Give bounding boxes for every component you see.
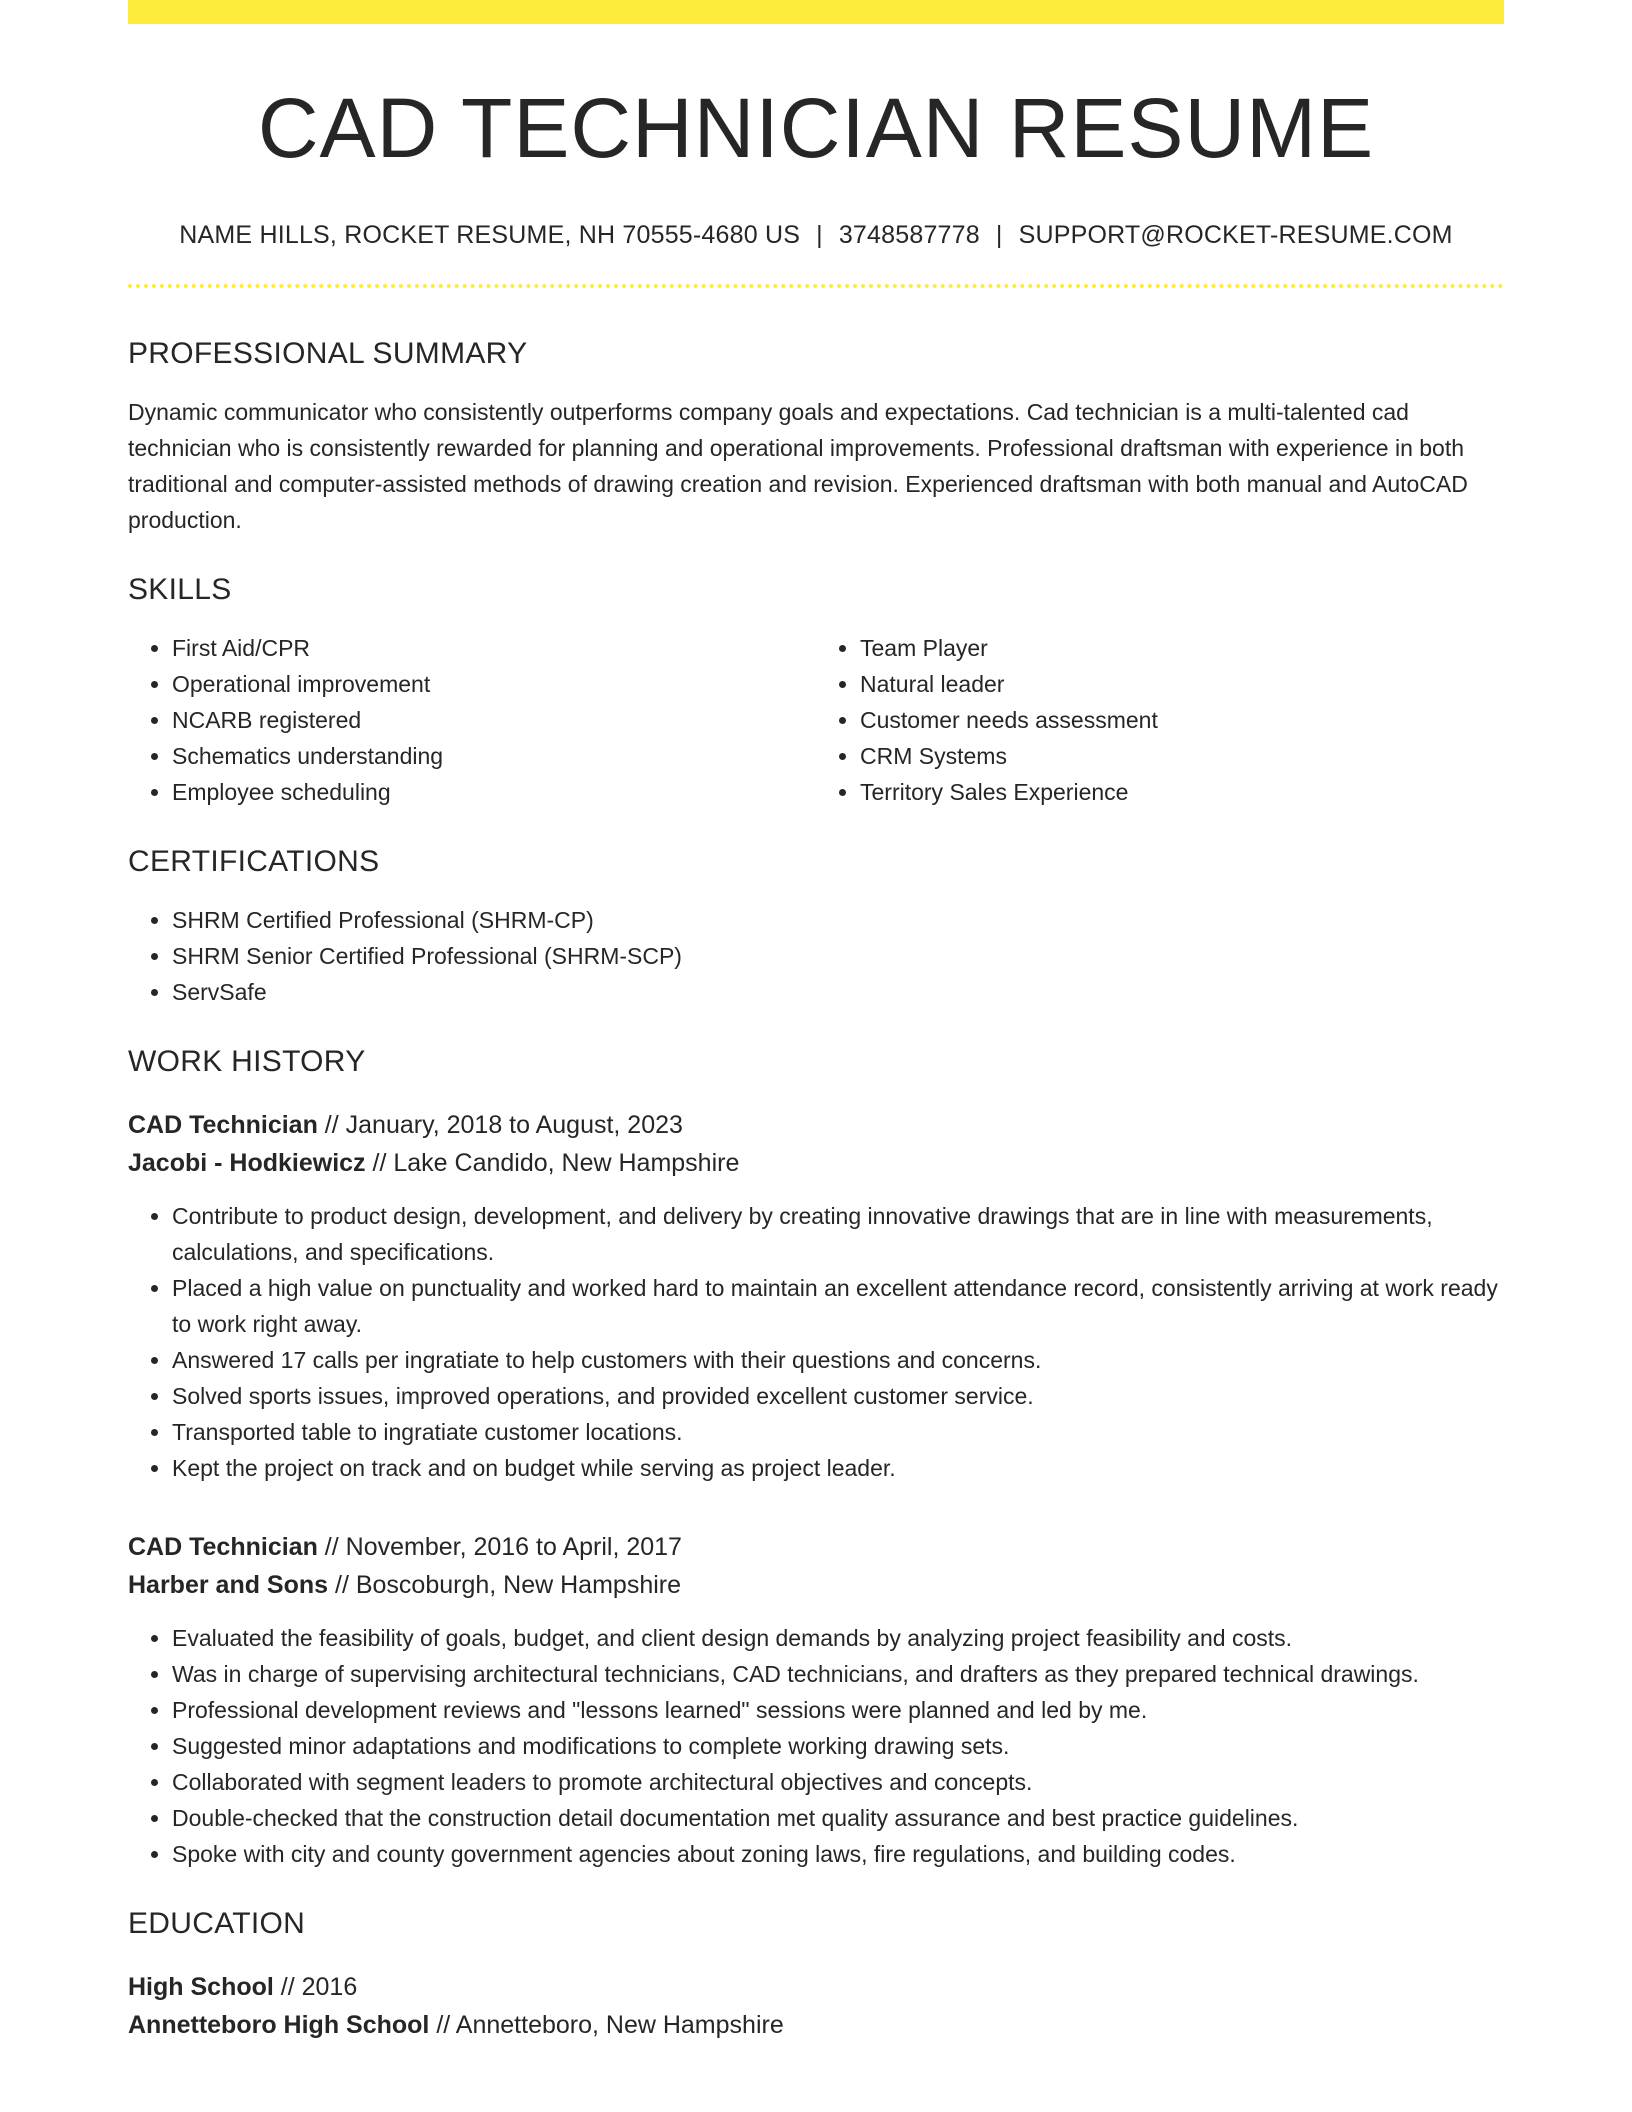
contact-separator: |	[816, 221, 823, 249]
job-company-line	[128, 1566, 1504, 1604]
education-section	[128, 1906, 1504, 2044]
job-duty: • Spoke with city and county government agencies about zoning laws, fire regulations, and building codes.	[172, 1836, 1504, 1872]
skills-heading: SKILLS	[128, 573, 232, 606]
skills-left-list	[128, 630, 816, 810]
contact-email: SUPPORT@ROCKET-RESUME.COM	[1018, 221, 1453, 249]
job-duty: • Was in charge of supervising architectural technicians, CAD technicians, and drafters as they prepared technical drawings.	[172, 1656, 1504, 1692]
certifications-section	[128, 844, 1504, 1010]
skill-item: • Employee scheduling	[172, 774, 816, 810]
education-school-line	[128, 2006, 1504, 2044]
contact-separator: |	[995, 221, 1003, 249]
contact-address: NAME HILLS, ROCKET RESUME, NH 70555-4680 US	[179, 221, 801, 249]
contact-line	[128, 218, 1504, 252]
job-dates: // January, 2018 to August, 2023	[324, 1111, 683, 1139]
skill-item: • CRM Systems	[860, 738, 1504, 774]
job-duty: • Professional development reviews and "lessons learned" sessions were planned and led by me.	[172, 1692, 1504, 1728]
job-entry	[128, 1106, 1504, 1486]
skill-item: • Schematics understanding	[172, 738, 816, 774]
job-duty: • Collaborated with segment leaders to promote architectural objectives and concepts.	[172, 1764, 1504, 1800]
job-duty: • Answered 17 calls per ingratiate to help customers with their questions and concerns.	[172, 1342, 1504, 1378]
job-title: CAD Technician	[128, 1111, 318, 1139]
certifications-list	[128, 902, 1504, 1010]
education-entry	[128, 1968, 1504, 2044]
education-degree: High School	[128, 1973, 274, 2001]
job-title-line	[128, 1106, 1504, 1144]
job-duty: • Evaluated the feasibility of goals, budget, and client design demands by analyzing project feasibility and costs.	[172, 1620, 1504, 1656]
job-title-line	[128, 1528, 1504, 1566]
education-heading: EDUCATION	[128, 1907, 306, 1940]
contact-phone: 3748587778	[838, 221, 980, 249]
resume-title: CAD TECHNICIAN RESUME	[257, 81, 1375, 175]
skills-section	[128, 572, 1504, 810]
job-duty: • Suggested minor adaptations and modifications to complete working drawing sets.	[172, 1728, 1504, 1764]
education-degree-line	[128, 1968, 1504, 2006]
job-entry	[128, 1528, 1504, 1872]
skill-item: • Customer needs assessment	[860, 702, 1504, 738]
work-history-section	[128, 1044, 1504, 1872]
job-company: Harber and Sons	[128, 1571, 329, 1599]
job-duty: • Double-checked that the construction detail documentation met quality assurance and best practice guidelines.	[172, 1800, 1504, 1836]
summary-section	[128, 336, 1504, 538]
skill-item: • First Aid/CPR	[172, 630, 816, 666]
job-company: Jacobi - Hodkiewicz	[128, 1149, 366, 1177]
education-year: // 2016	[280, 1973, 358, 2001]
job-dates: // November, 2016 to April, 2017	[324, 1533, 682, 1561]
skill-item: • NCARB registered	[172, 702, 816, 738]
skill-item: • Team Player	[860, 630, 1504, 666]
job-duty: • Placed a high value on punctuality and worked hard to maintain an excellent attendance record, consistently arriving at work ready to work right away.	[172, 1270, 1504, 1342]
education-location: // Annetteboro, New Hampshire	[436, 2011, 784, 2039]
job-location: // Boscoburgh, New Hampshire	[335, 1571, 681, 1599]
skill-item: • Operational improvement	[172, 666, 816, 702]
certifications-heading: CERTIFICATIONS	[128, 845, 380, 878]
education-school: Annetteboro High School	[128, 2011, 430, 2039]
summary-text: Dynamic communicator who consistently outperforms company goals and expectations. Cad technician is a multi-talented cad technician who is consistently rewarded for planning and operational improvements. Professional draftsman with experience in both traditional and computer-assisted methods of drawing creation and revision. Experienced draftsman with both manual and AutoCAD production.	[128, 399, 1468, 533]
certification-item: • SHRM Certified Professional (SHRM-CP)	[172, 902, 1504, 938]
job-duties-list	[128, 1198, 1504, 1486]
skill-item: • Natural leader	[860, 666, 1504, 702]
certification-item: • SHRM Senior Certified Professional (SHRM-SCP)	[172, 938, 1504, 974]
skills-right-list	[816, 630, 1504, 810]
dotted-divider	[128, 284, 1504, 288]
resume-content	[128, 24, 1504, 2044]
skills-columns	[128, 630, 1504, 810]
certification-item: • ServSafe	[172, 974, 1504, 1010]
job-location: // Lake Candido, New Hampshire	[372, 1149, 740, 1177]
job-company-line	[128, 1144, 1504, 1182]
job-title: CAD Technician	[128, 1533, 318, 1561]
summary-heading: PROFESSIONAL SUMMARY	[128, 337, 528, 370]
job-duty: • Contribute to product design, development, and delivery by creating innovative drawings that are in line with measurements, calculations, and specifications.	[172, 1198, 1504, 1270]
job-duties-list	[128, 1620, 1504, 1872]
job-duty: • Kept the project on track and on budget while serving as project leader.	[172, 1450, 1504, 1486]
job-duty: • Solved sports issues, improved operations, and provided excellent customer service.	[172, 1378, 1504, 1414]
top-accent-bar	[128, 0, 1504, 24]
skill-item: • Territory Sales Experience	[860, 774, 1504, 810]
work-history-heading: WORK HISTORY	[128, 1045, 366, 1078]
job-duty: • Transported table to ingratiate customer locations.	[172, 1414, 1504, 1450]
